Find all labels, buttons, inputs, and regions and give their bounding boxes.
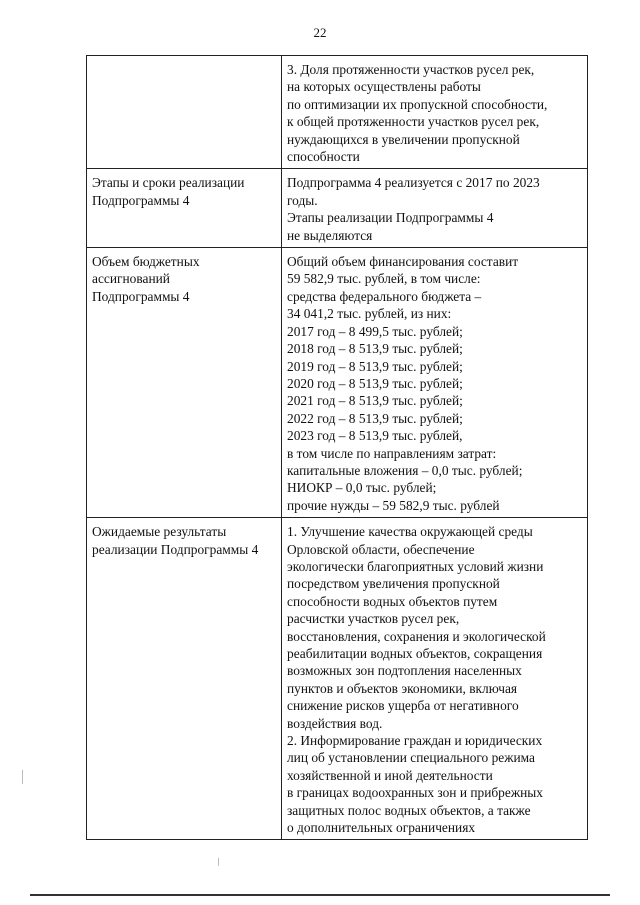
row-label-line: Подпрограммы 4 xyxy=(92,192,190,208)
scan-artifact-mark xyxy=(218,858,219,866)
row-value-line: капитальные вложения – 0,0 тыс. рублей; xyxy=(287,462,523,478)
row-value-line: защитных полос водных объектов, а также xyxy=(287,802,531,818)
row-value-line: 2. Информирование граждан и юридических xyxy=(287,733,543,749)
row-value-line: 34 041,2 тыс. рублей, из них: xyxy=(287,306,452,322)
scan-bottom-rule xyxy=(30,894,610,896)
row-label-line: Этапы и сроки реализации xyxy=(92,175,245,191)
row-value-line: 1. Улучшение качества окружающей среды xyxy=(287,524,533,540)
row-value-line: экологически благоприятных условий жизни xyxy=(287,558,544,574)
page-number: 22 xyxy=(313,25,327,40)
row-value-line: о дополнительных ограничениях xyxy=(287,820,476,836)
row-value-line: возможных зон подтопления населенных xyxy=(287,663,522,679)
row-value-line: восстановления, сохранения и экологической xyxy=(287,628,546,644)
row-label-cell xyxy=(87,169,282,248)
row-value-line: расчистки участков русел рек, xyxy=(287,611,460,627)
row-value-cell xyxy=(282,169,588,248)
row-value-line: Общий объем финансирования составит xyxy=(287,254,519,270)
subprogram-passport-table xyxy=(86,55,588,840)
row-value-line: прочие нужды – 59 582,9 тыс. рублей xyxy=(287,497,500,513)
row-value-line: Орловской области, обеспечение xyxy=(287,541,475,557)
table-row xyxy=(87,248,588,518)
row-value-line: 2023 год – 8 513,9 тыс. рублей, xyxy=(287,428,463,444)
row-value-line: пунктов и объектов экономики, включая xyxy=(287,680,518,696)
row-value-line: хозяйственной и иной деятельности xyxy=(287,767,493,783)
row-value-line: реабилитации водных объектов, сокращения xyxy=(287,646,543,661)
row-value-line: в границах водоохранных зон и прибрежных xyxy=(287,785,543,801)
row-value-line: лиц об установлении специального режима xyxy=(287,750,535,766)
row-value-cell xyxy=(282,248,588,518)
row-value-line: снижение рисков ущерба от негативного xyxy=(287,698,519,714)
row-label-line: Объем бюджетных xyxy=(92,254,200,270)
row-value-line: 2019 год – 8 513,9 тыс. рублей; xyxy=(287,358,463,374)
scan-artifact-mark xyxy=(22,770,23,784)
row-value-line: Этапы реализации Подпрограммы 4 xyxy=(287,210,494,226)
row-value-line: в том числе по направлениям затрат: xyxy=(287,445,497,461)
row-value-line: 59 582,9 тыс. рублей, в том числе: xyxy=(287,271,481,287)
row-value-line: воздействия вод. xyxy=(287,715,383,731)
table-row xyxy=(87,56,588,169)
row-value-line: 2018 год – 8 513,9 тыс. рублей; xyxy=(287,341,463,357)
row-value-line: годы. xyxy=(287,192,318,208)
row-value-line: нуждающихся в увеличении пропускной xyxy=(287,131,520,147)
row-value-line: не выделяются xyxy=(287,227,373,243)
row-label-line: ассигнований xyxy=(92,271,170,287)
row-value-line: способности водных объектов путем xyxy=(287,593,498,609)
row-label-line: Ожидаемые результаты xyxy=(92,524,227,540)
row-value-line: 2017 год – 8 499,5 тыс. рублей; xyxy=(287,323,463,339)
row-value-line: по оптимизации их пропускной способности, xyxy=(287,96,548,112)
row-value-line: способности xyxy=(287,149,360,165)
row-label-line: реализации Подпрограммы 4 xyxy=(92,541,259,557)
row-value-line: 2021 год – 8 513,9 тыс. рублей; xyxy=(287,393,463,409)
row-value-line: посредством увеличения пропускной xyxy=(287,576,500,592)
row-label-cell xyxy=(87,518,282,840)
row-label-cell xyxy=(87,56,282,169)
row-value-cell xyxy=(282,56,588,169)
row-value-line: Подпрограмма 4 реализуется с 2017 по 2023 xyxy=(287,175,540,191)
row-value-line: к общей протяженности участков русел рек, xyxy=(287,114,540,130)
row-value-line: средства федерального бюджета – xyxy=(287,288,482,304)
table-row xyxy=(87,169,588,248)
row-value-line: на которых осуществлены работы xyxy=(287,79,481,95)
row-value-line: 3. Доля протяженности участков русел рек, xyxy=(287,62,535,77)
row-value-cell xyxy=(282,518,588,840)
row-value-line: 2020 год – 8 513,9 тыс. рублей; xyxy=(287,375,463,391)
row-label-line: Подпрограммы 4 xyxy=(92,288,190,304)
row-label-cell xyxy=(87,248,282,518)
row-value-line: 2022 год – 8 513,9 тыс. рублей; xyxy=(287,410,463,426)
table-row xyxy=(87,518,588,840)
row-value-line: НИОКР – 0,0 тыс. рублей; xyxy=(287,480,437,496)
